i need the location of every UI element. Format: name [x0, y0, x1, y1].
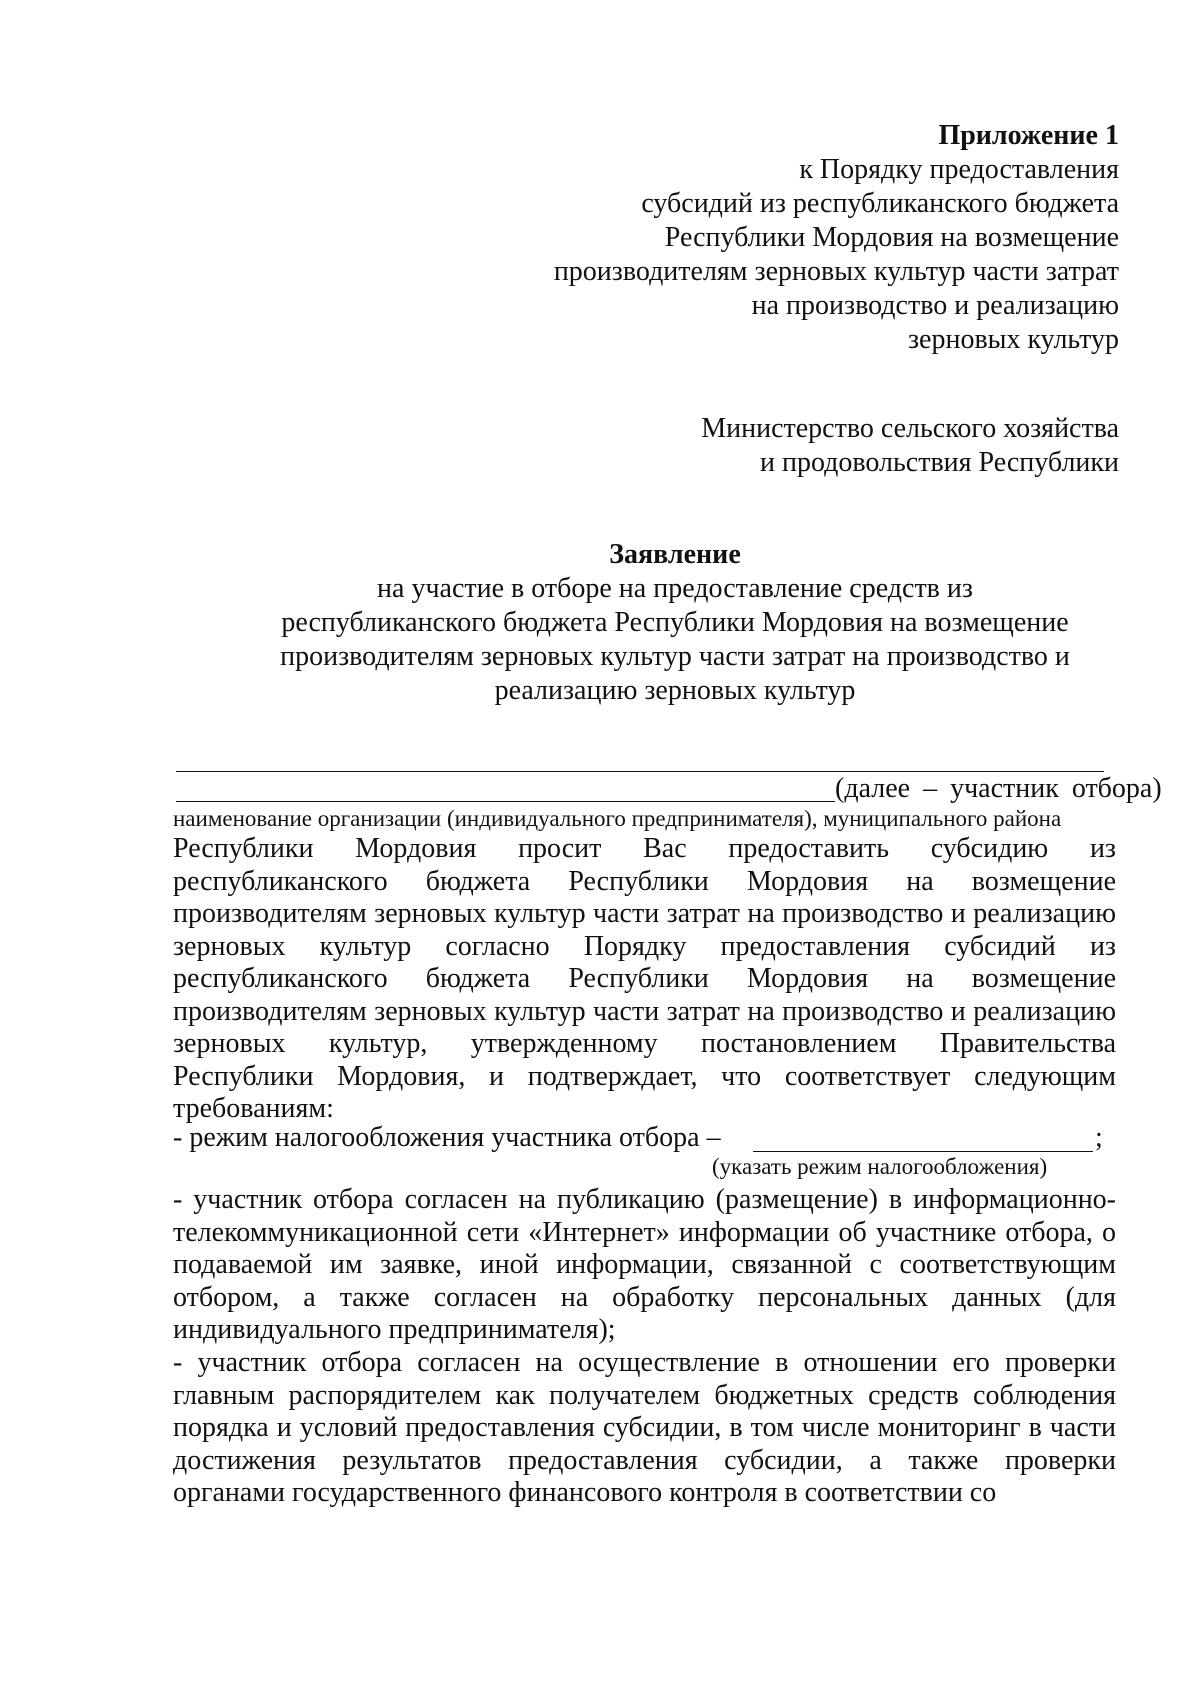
heading-line: производителям зерновых культур части затрат на производство и — [280, 641, 1070, 672]
application-title: Заявление — [609, 539, 741, 570]
annex-title: Приложение 1 — [938, 120, 1119, 151]
annex-line: на производство и реализацию — [751, 290, 1119, 321]
annex-line: Республики Мордовия на возмещение — [664, 222, 1119, 253]
publication-consent-item: - участник отбора согласен на публикацию (размещение) в информационно-телекоммуникационной сети «Интернет» информации об участнике отбора, о подаваемой им заявке, иной информации, связанной с соответствующим отбором, а также согласен на обработку персональных данных (для индивидуального предпринимателя); — [173, 1184, 1116, 1345]
annex-line: производителям зерновых культур части затрат — [553, 256, 1119, 287]
heading-line: реализацию зерновых культур — [494, 675, 856, 706]
annex-line: к Порядку предоставления — [799, 154, 1119, 185]
inspection-consent-item: - участник отбора согласен на осуществление в отношении его проверки главным распорядителем как получателем бюджетных средств соблюдения порядка и условий предоставления субсидии, в том числе мониторинг в части достижения результатов предоставления субсидии, а также проверки органами государственного финансового контроля в соответствии со — [173, 1347, 1116, 1508]
tax-regime-label: - режим налогообложения участника отбора – — [173, 1122, 721, 1153]
annex-line: субсидий из республиканского бюджета — [641, 188, 1119, 219]
tax-regime-field[interactable] — [753, 1151, 1093, 1152]
addressee-line: Министерство сельского хозяйства — [701, 413, 1119, 444]
annex-header — [554, 119, 1119, 357]
heading-line: республиканского бюджета Республики Мордовия на возмещение — [281, 607, 1069, 638]
addressee-block — [701, 412, 1119, 480]
heading-line: на участие в отборе на предоставление средств из — [377, 573, 973, 604]
after-blank-text: (далее – участник отбора) — [835, 773, 1162, 804]
tax-regime-caption: (указать режим налогообложения) — [712, 1154, 1048, 1179]
annex-line: зерновых культур — [907, 324, 1119, 355]
blank-caption: наименование организации (индивидуального предпринимателя), муниципального района — [173, 806, 1062, 831]
name-blank-line-2[interactable] — [176, 801, 835, 802]
addressee-line: и продовольствия Республики — [759, 447, 1119, 478]
main-paragraph: Республики Мордовия просит Вас предоставить субсидию из республиканского бюджета Республики Мордовия на возмещение производителям зерновых культур части затрат на производство и реализацию зерновых культур согласно Порядку предоставления субсидий из республиканского бюджета Республики Мордовия на возмещение производителям зерновых культур части затрат на производство и реализацию зерновых культур, утвержденному постановлением Правительства Республики Мордовия, и подтверждает, что соответствует следующим требованиям: — [173, 833, 1116, 1124]
tax-regime-semicolon: ; — [1095, 1122, 1103, 1153]
name-blank-line-1[interactable] — [176, 771, 1104, 772]
application-heading — [170, 538, 1180, 708]
